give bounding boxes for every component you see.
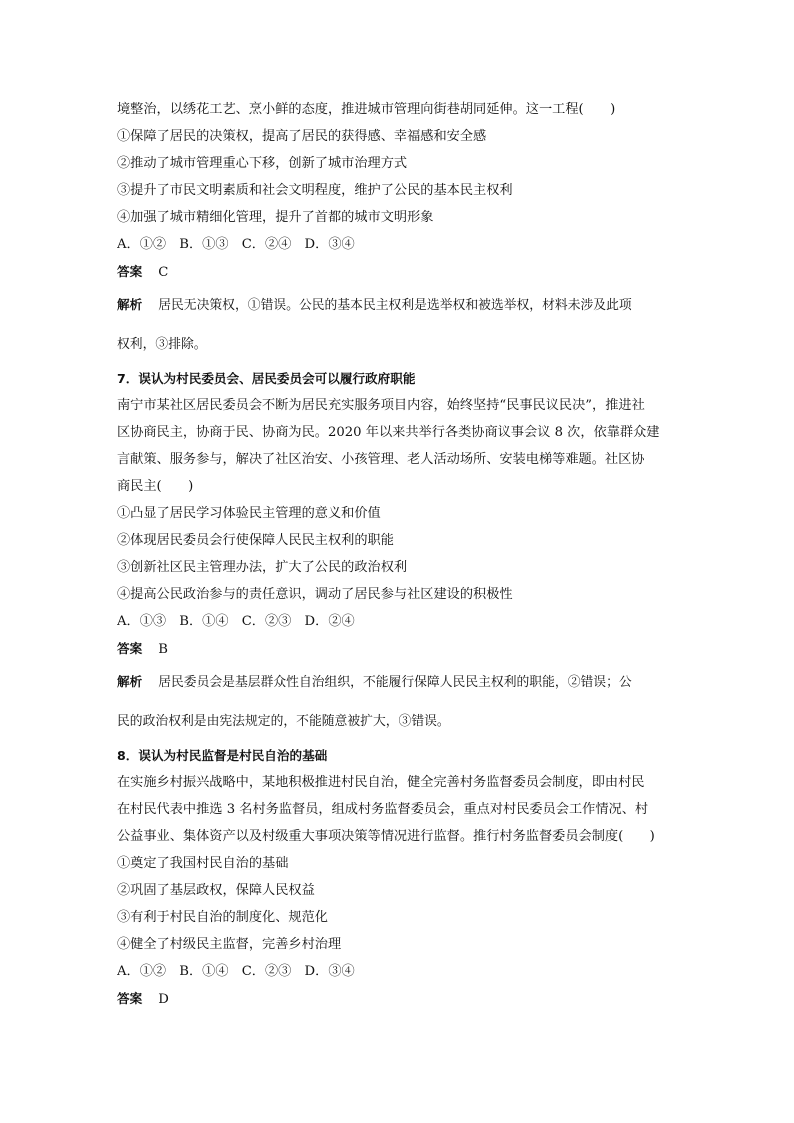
analysis-label: 解析 <box>117 297 143 312</box>
q7-option-2: ②体现居民委员会行使保障人民民主权利的职能 <box>117 533 394 548</box>
q8-stem-2: 在村民代表中推选 3 名村务监督员，组成村务监督委员会，重点对村民委员会工作情况、村 <box>117 802 649 817</box>
q8-option-3: ③有利于村民自治的制度化、规范化 <box>117 910 328 925</box>
q8-option-4: ④健全了村级民主监督，完善乡村治理 <box>117 937 342 952</box>
q7-option-4: ④提高公民政治参与的责任意识，调动了居民参与社区建设的积极性 <box>117 587 513 602</box>
q7-stem-4: 商民主( ) <box>117 479 194 494</box>
analysis-label: 解析 <box>117 674 143 689</box>
document-page <box>117 96 682 1012</box>
answer-value: B <box>158 642 168 657</box>
q8-title: 8．误认为村民监督是村民自治的基础 <box>117 748 328 763</box>
q7-stem-3: 言献策、服务参与，解决了社区治安、小孩管理、老人活动场所、安装电梯等难题。社区协 <box>117 452 645 467</box>
q8-option-2: ②巩固了基层政权，保障人民权益 <box>117 883 315 898</box>
q8-choices: A．①② B．①④ C．②③ D．③④ <box>117 964 355 979</box>
q7-analysis-line-2: 民的政治权利是由宪法规定的，不能随意被扩大，③错误。 <box>117 714 450 729</box>
q7-title: 7．误认为村民委员会、居民委员会可以履行政府职能 <box>117 371 416 386</box>
q8-answer <box>117 985 682 1012</box>
q6-analysis-line-2: 权利，③排除。 <box>117 337 207 352</box>
answer-label: 答案 <box>117 991 143 1006</box>
q6-analysis-line-1 <box>117 285 682 325</box>
answer-value: C <box>158 265 169 280</box>
q8-stem-1: 在实施乡村振兴战略中，某地积极推进村民自治，健全完善村务监督委员会制度，即由村民 <box>117 775 645 790</box>
q6-option-1: ①保障了居民的决策权，提高了居民的获得感、幸福感和安全感 <box>117 129 487 144</box>
analysis-text: 居民无决策权，①错误。公民的基本民主权利是选举权和被选举权，材料未涉及此项 <box>158 298 632 313</box>
q7-answer <box>117 635 682 662</box>
q6-answer <box>117 258 682 285</box>
answer-label: 答案 <box>117 264 143 279</box>
q7-stem-2: 区协商民主，协商于民、协商为民。2020 年以来共举行各类协商议事会议 8 次，依靠群众建 <box>117 425 660 440</box>
answer-value: D <box>158 992 169 1007</box>
q6-option-3: ③提升了市民文明素质和社会文明程度，维护了公民的基本民主权利 <box>117 183 513 198</box>
q6-option-2: ②推动了城市管理重心下移，创新了城市治理方式 <box>117 156 408 171</box>
q7-option-1: ①凸显了居民学习体验民主管理的意义和价值 <box>117 506 381 521</box>
analysis-text: 居民委员会是基层群众性自治组织，不能履行保障人民民主权利的职能，②错误；公 <box>158 675 632 690</box>
q7-choices: A．①③ B．①④ C．②③ D．②④ <box>117 614 355 629</box>
q6-option-4: ④加强了城市精细化管理，提升了首都的城市文明形象 <box>117 210 434 225</box>
answer-label: 答案 <box>117 641 143 656</box>
q7-stem-1: 南宁市某社区居民委员会不断为居民充实服务项目内容，始终坚持“民事民议民决”，推进社 <box>117 398 645 413</box>
q7-option-3: ③创新社区民主管理办法，扩大了公民的政治权利 <box>117 560 408 575</box>
q8-stem-3: 公益事业、集体资产以及村级重大事项决策等情况进行监督。推行村务监督委员会制度( ) <box>117 829 655 844</box>
q6-choices: A．①② B．①③ C．②④ D．③④ <box>117 237 355 252</box>
q8-option-1: ①奠定了我国村民自治的基础 <box>117 856 289 871</box>
q6-stem-tail: 境整治，以绣花工艺、烹小鲜的态度，推进城市管理向街巷胡同延伸。这一工程( ) <box>117 102 616 117</box>
q7-analysis-line-1 <box>117 662 682 702</box>
